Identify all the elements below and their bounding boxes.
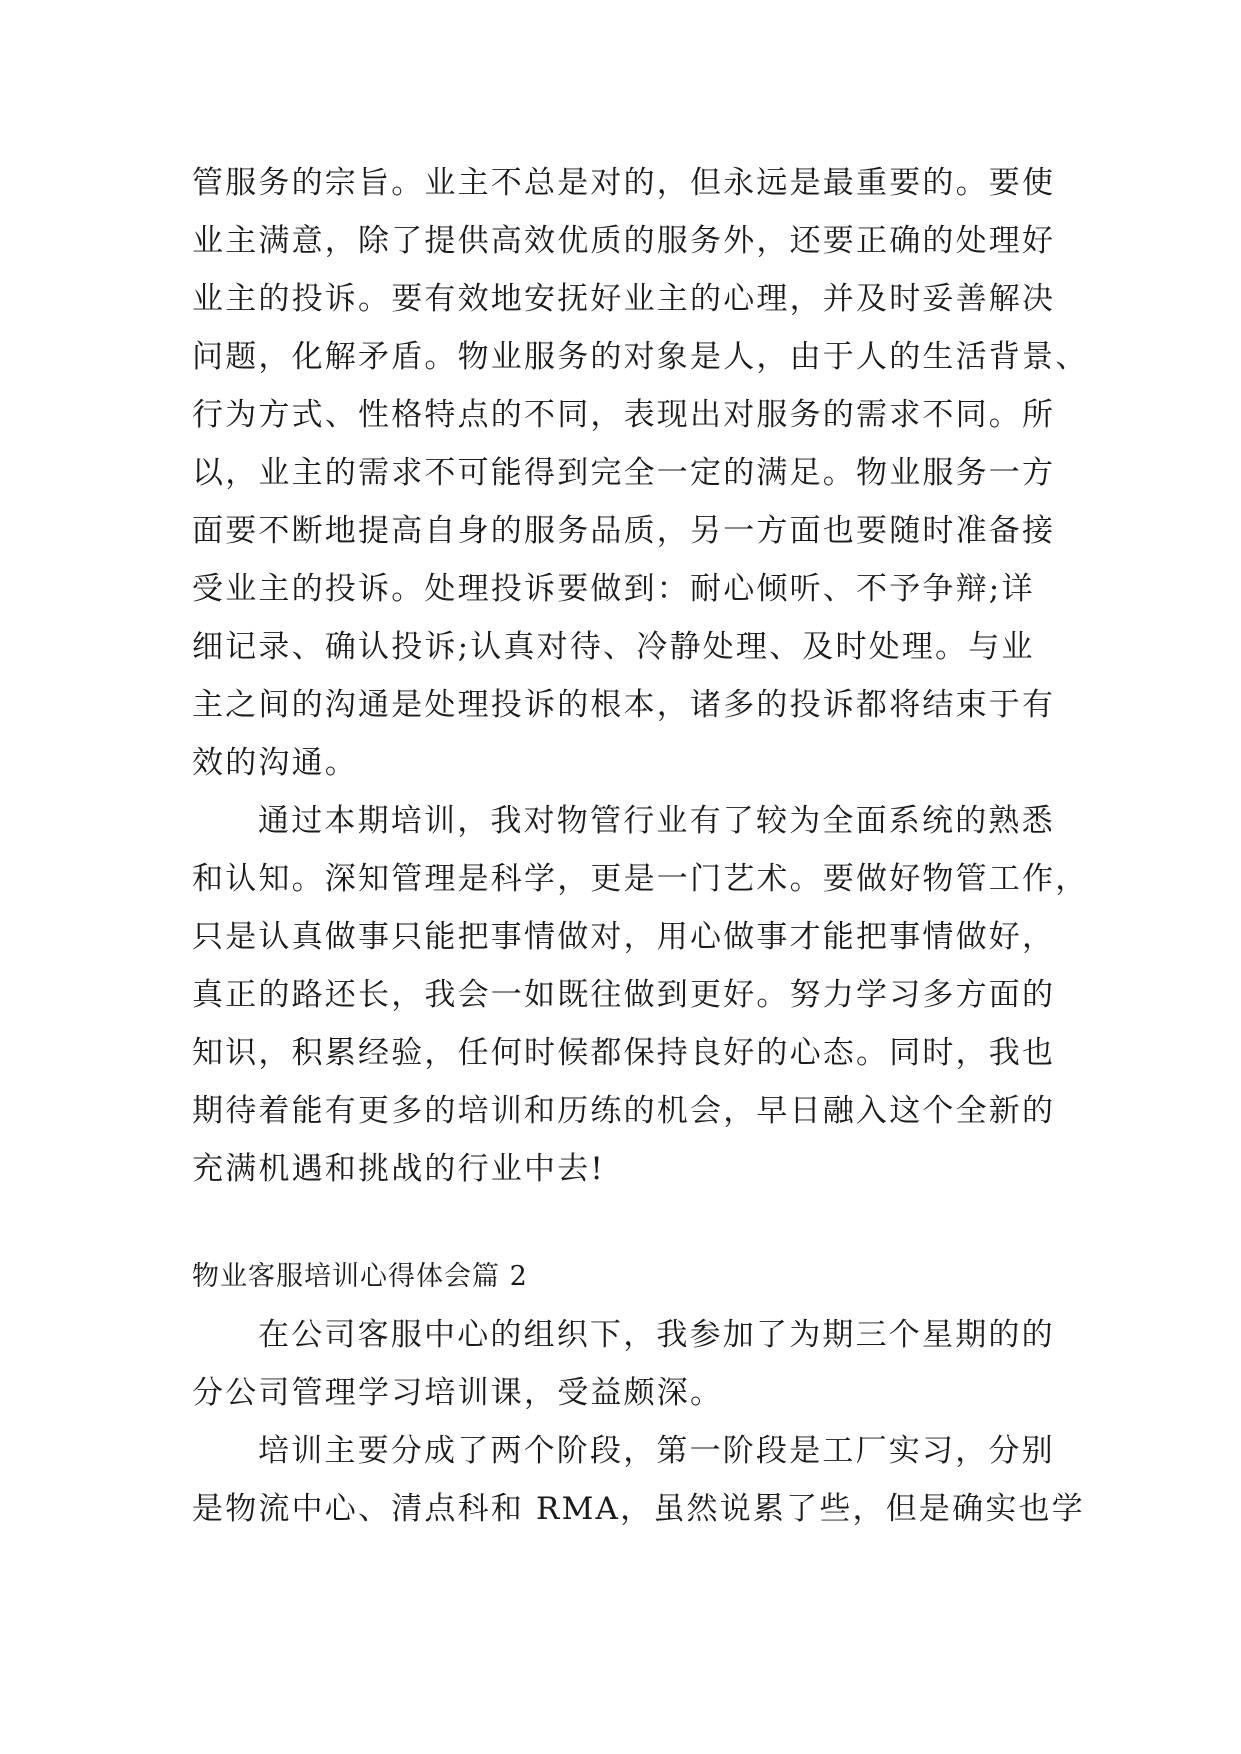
text-line: 面要不断地提高自身的服务品质，另一方面也要随时准备接 <box>192 513 1056 549</box>
section2-paragraph-2 <box>192 1422 1085 1538</box>
text-line: 管服务的宗旨。业主不总是对的，但永远是最重要的。要使 <box>192 165 1056 201</box>
text-line: 知识，积累经验，任何时候都保持良好的心态。同时，我也 <box>192 1035 1056 1071</box>
text-line: 业主的投诉。要有效地安抚好业主的心理，并及时妥善解决 <box>192 281 1056 317</box>
text-line: 培训主要分成了两个阶段，第一阶段是工厂实习，分别 <box>258 1433 1055 1469</box>
text-line: 业主满意，除了提供高效优质的服务外，还要正确的处理好 <box>192 223 1056 259</box>
text-line: 真正的路还长，我会一如既往做到更好。努力学习多方面的 <box>192 977 1056 1013</box>
text-line: 受业主的投诉。处理投诉要做到：耐心倾听、不予争辩;详 <box>192 571 1035 607</box>
text-line: 只是认真做事只能把事情做对，用心做事才能把事情做好， <box>192 919 1056 955</box>
text-line: 和认知。深知管理是科学，更是一门艺术。要做好物管工作， <box>192 861 1089 897</box>
text-line: 以，业主的需求不可能得到完全一定的满足。物业服务一方 <box>192 455 1056 491</box>
paragraph-continued <box>192 154 1089 792</box>
paragraph-conclusion <box>192 792 1089 1198</box>
section2-paragraph-1 <box>192 1306 1062 1422</box>
text-line: 问题，化解矛盾。物业服务的对象是人，由于人的生活背景、 <box>192 339 1089 375</box>
section-heading: 物业客服培训心得体会篇 2 <box>192 1261 528 1292</box>
document-body-section2 <box>192 1248 1085 1538</box>
text-line: 是物流中心、清点科和 RMA，虽然说累了些，但是确实也学 <box>192 1491 1085 1527</box>
text-line: 行为方式、性格特点的不同，表现出对服务的需求不同。所 <box>192 397 1056 433</box>
text-line: 分公司管理学习培训课，受益颇深。 <box>192 1375 724 1411</box>
text-line: 主之间的沟通是处理投诉的根本，诸多的投诉都将结束于有 <box>192 687 1056 723</box>
text-line: 效的沟通。 <box>192 745 358 781</box>
text-line: 充满机遇和挑战的行业中去! <box>192 1151 606 1187</box>
text-line: 通过本期培训，我对物管行业有了较为全面系统的熟悉 <box>258 803 1055 839</box>
document-body-top <box>192 154 1089 1198</box>
text-line: 期待着能有更多的培训和历练的机会，早日融入这个全新的 <box>192 1093 1056 1129</box>
text-line: 在公司客服中心的组织下，我参加了为期三个星期的的 <box>258 1317 1055 1353</box>
text-line: 细记录、确认投诉;认真对待、冷静处理、及时处理。与业 <box>192 629 1035 665</box>
